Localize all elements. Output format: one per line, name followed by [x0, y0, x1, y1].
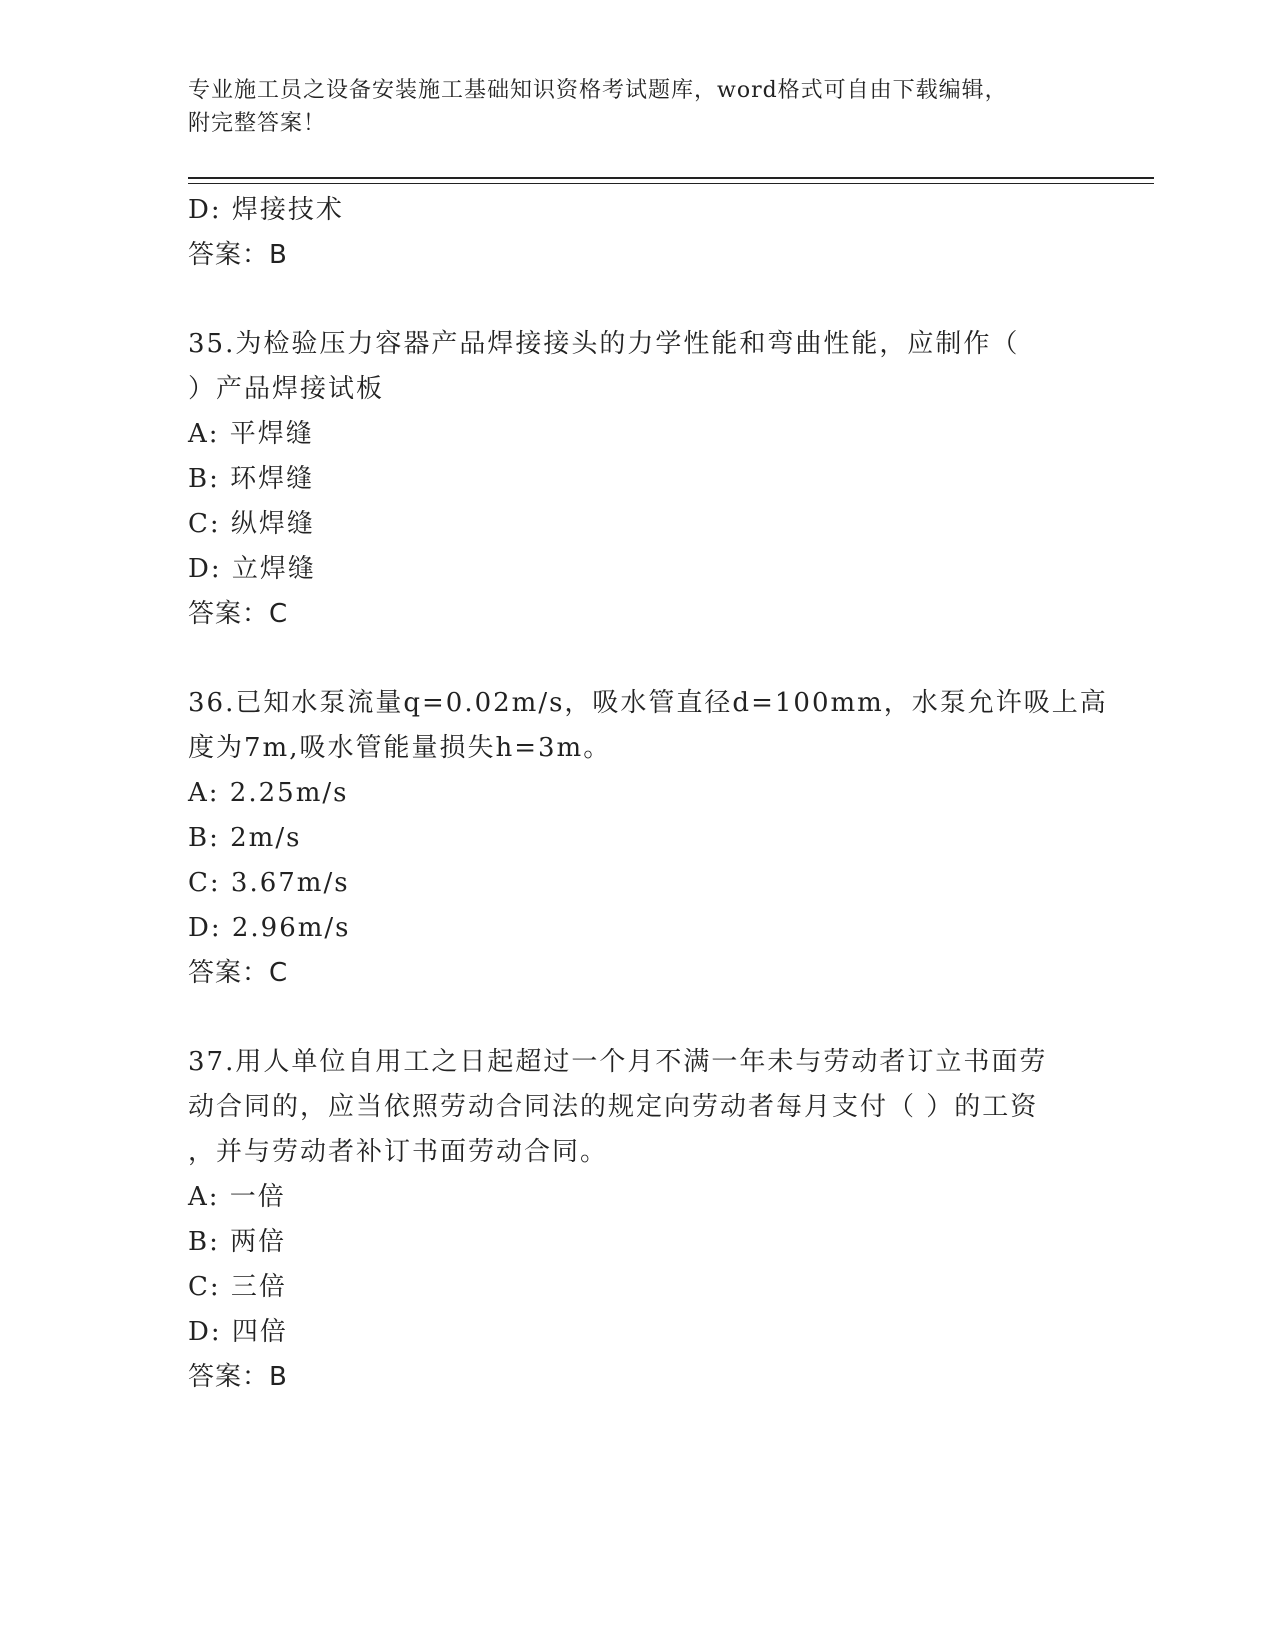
- question-35-stem-line-1: 35.为检验压力容器产品焊接接头的力学性能和弯曲性能，应制作（: [188, 329, 1020, 359]
- question-37-answer: 答案：B: [188, 1362, 288, 1392]
- question-37-stem-line-1: 37.用人单位自用工之日起超过一个月不满一年未与劳动者订立书面劳: [188, 1047, 1048, 1077]
- question-37-option-c: C: 三倍: [188, 1272, 287, 1302]
- question-37-option-a: A: 一倍: [188, 1182, 286, 1212]
- question-36: [188, 681, 1108, 996]
- document-header: [188, 74, 1088, 140]
- question-37-option-b: B: 两倍: [188, 1227, 287, 1257]
- spacer: [188, 278, 1088, 322]
- question-36-option-c: C: 3.67m/s: [188, 868, 350, 898]
- question-37-stem-line-3: ，并与劳动者补订书面劳动合同。: [188, 1137, 609, 1167]
- question-35-option-c: C: 纵焊缝: [188, 509, 315, 539]
- question-35-option-a: A: 平焊缝: [188, 419, 314, 449]
- question-36-option-d: D: 2.96m/s: [188, 913, 351, 943]
- question-36-stem-line-1: 36.已知水泵流量q=0.02m/s，吸水管直径d=100mm，水泵允许吸上高: [188, 688, 1108, 718]
- question-37-stem-line-2: 动合同的，应当依照劳动合同法的规定向劳动者每月支付（ ）的工资: [188, 1092, 1039, 1122]
- question-35-stem-line-2: ）产品焊接试板: [188, 374, 385, 404]
- spacer: [188, 996, 1088, 1040]
- header-line-1: 专业施工员之设备安装施工基础知识资格考试题库，word格式可自由下载编辑，: [188, 78, 1008, 103]
- header-divider-thick: [188, 177, 1154, 179]
- question-35: [188, 322, 1088, 637]
- question-36-option-b: B: 2m/s: [188, 823, 302, 853]
- question-35-option-b: B: 环焊缝: [188, 464, 315, 494]
- question-36-answer: 答案：C: [188, 958, 289, 988]
- question-37: [188, 1040, 1088, 1400]
- question-36-stem-line-2: 度为7m,吸水管能量损失h=3m。: [188, 733, 612, 763]
- question-36-option-a: A: 2.25m/s: [188, 778, 349, 808]
- header-line-2: 附完整答案！: [188, 111, 327, 136]
- prev-answer: 答案：B: [188, 240, 288, 270]
- prev-option-d: D: 焊接技术: [188, 195, 344, 225]
- question-35-answer: 答案：C: [188, 599, 289, 629]
- question-list: [188, 188, 1108, 1400]
- header-divider-thin: [188, 183, 1154, 184]
- question-37-option-d: D: 四倍: [188, 1317, 288, 1347]
- spacer: [188, 637, 1088, 681]
- question-35-option-d: D: 立焊缝: [188, 554, 316, 584]
